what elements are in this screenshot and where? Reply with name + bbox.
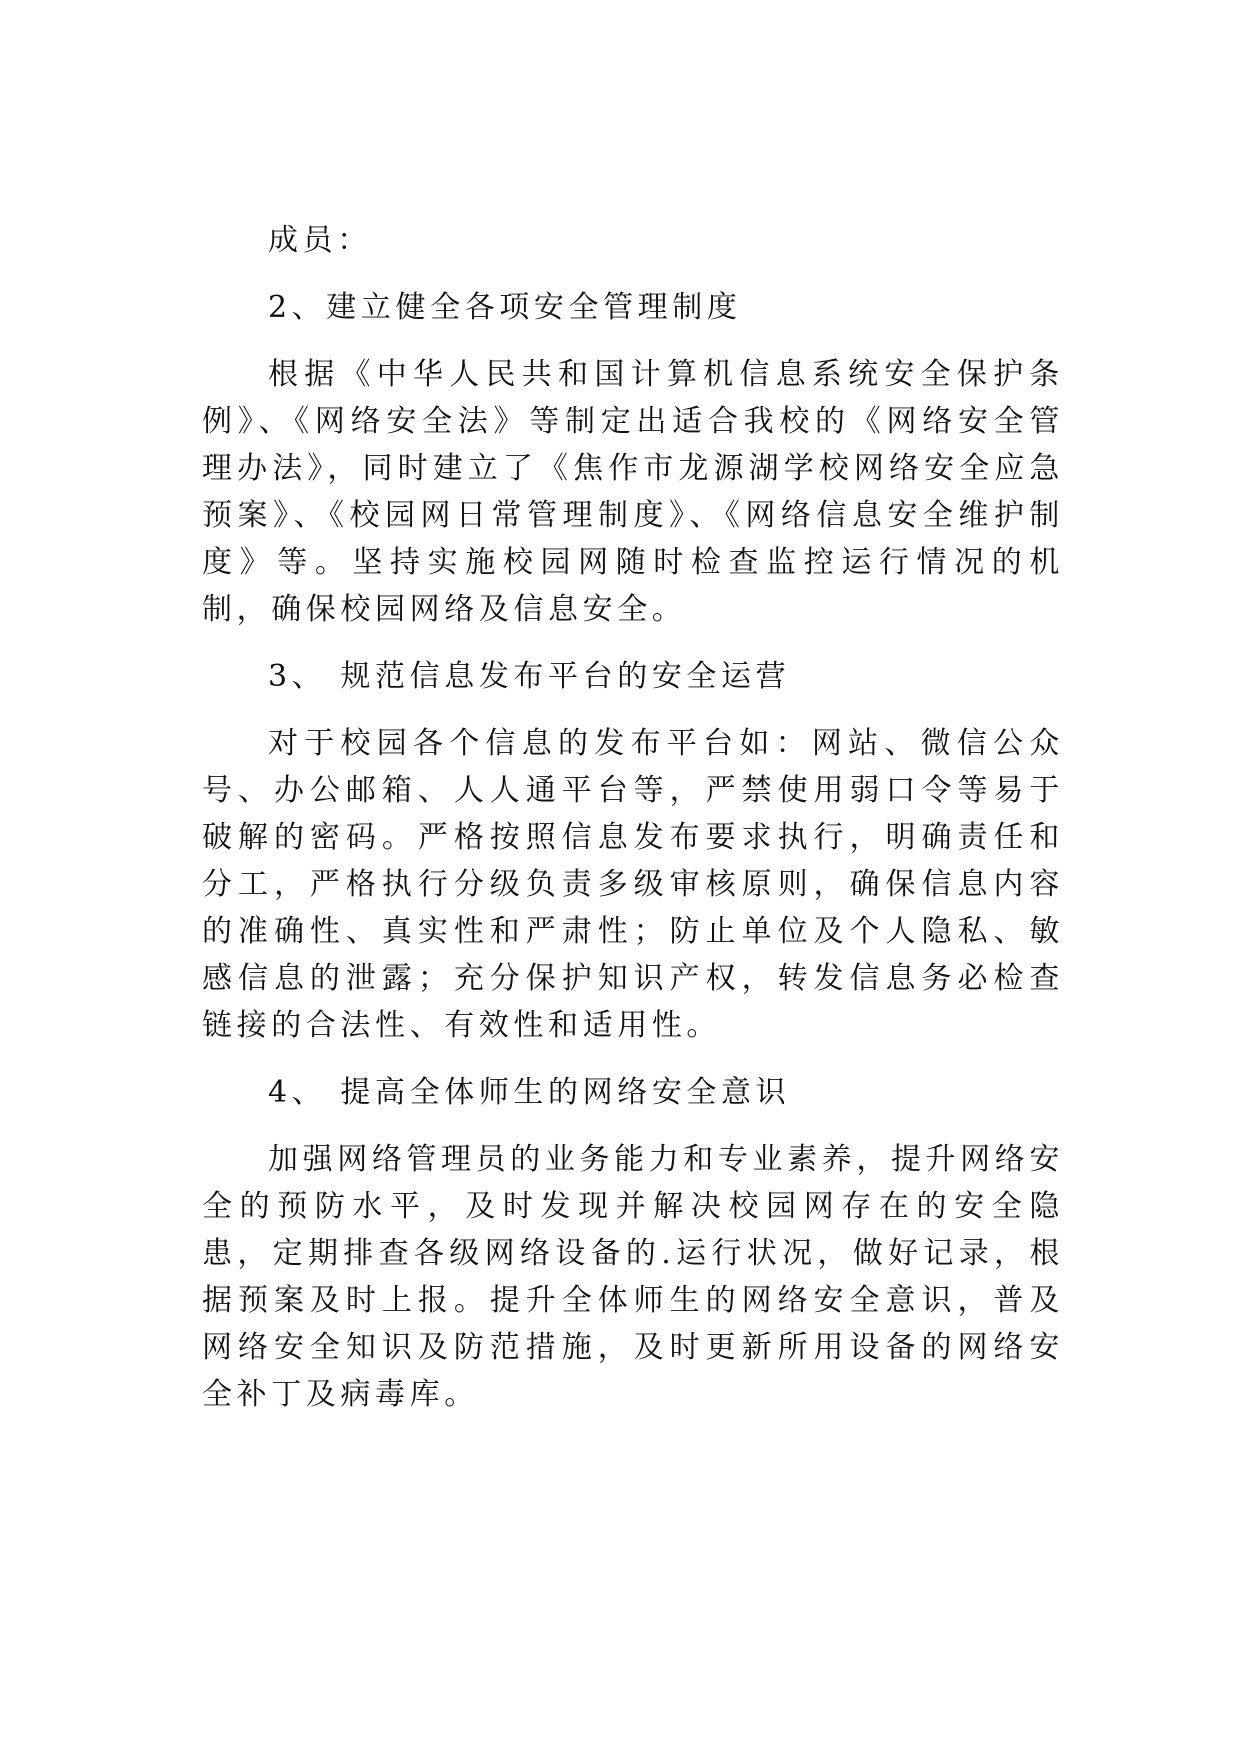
section-4-heading: 4、 提高全体师生的网络安全意识 xyxy=(268,1075,791,1110)
section-3-heading: 3、 规范信息发布平台的安全运营 xyxy=(268,659,791,694)
section-4-body: 加强网络管理员的业务能力和专业素养，提升网络安全的预防水平，及时发现并解决校园网存在的安全隐患，定期排查各级网络设备的.运行状况，做好记录，根据预案及时上报。提升全体师生的网络安全意识，普及网络安全知识及防范措施，及时更新所用设备的网络安全补丁及病毒库。 xyxy=(202,1142,1064,1412)
document-body xyxy=(202,217,1064,1418)
spacer xyxy=(202,700,1064,720)
spacer xyxy=(202,331,1064,351)
section-2-body: 根据《中华人民共和国计算机信息系统安全保护条例》、《网络安全法》等制定出适合我校的《网络安全管理办法》，同时建立了《焦作市龙源湖学校网络安全应急预案》、《校园网日常管理制度》、《网络信息安全维护制度》等。坚持实施校园网随时检查监控运行情况的机制，确保校园网络及信息安全。 xyxy=(202,357,1064,627)
spacer xyxy=(202,1049,1064,1069)
section-3-body: 对于校园各个信息的发布平台如：网站、微信公众号、办公邮箱、人人通平台等，严禁使用弱口令等易于破解的密码。严格按照信息发布要求执行，明确责任和分工，严格执行分级负责多级审核原则，确保信息内容的准确性、真实性和严肃性；防止单位及个人隐私、敏感信息的泄露；充分保护知识产权，转发信息务必检查链接的合法性、有效性和适用性。 xyxy=(202,726,1064,1043)
section-2-heading: 2、建立健全各项安全管理制度 xyxy=(268,290,742,325)
spacer xyxy=(202,1116,1064,1136)
spacer xyxy=(202,633,1064,653)
spacer xyxy=(202,264,1064,284)
members-line: 成员： xyxy=(268,223,372,258)
